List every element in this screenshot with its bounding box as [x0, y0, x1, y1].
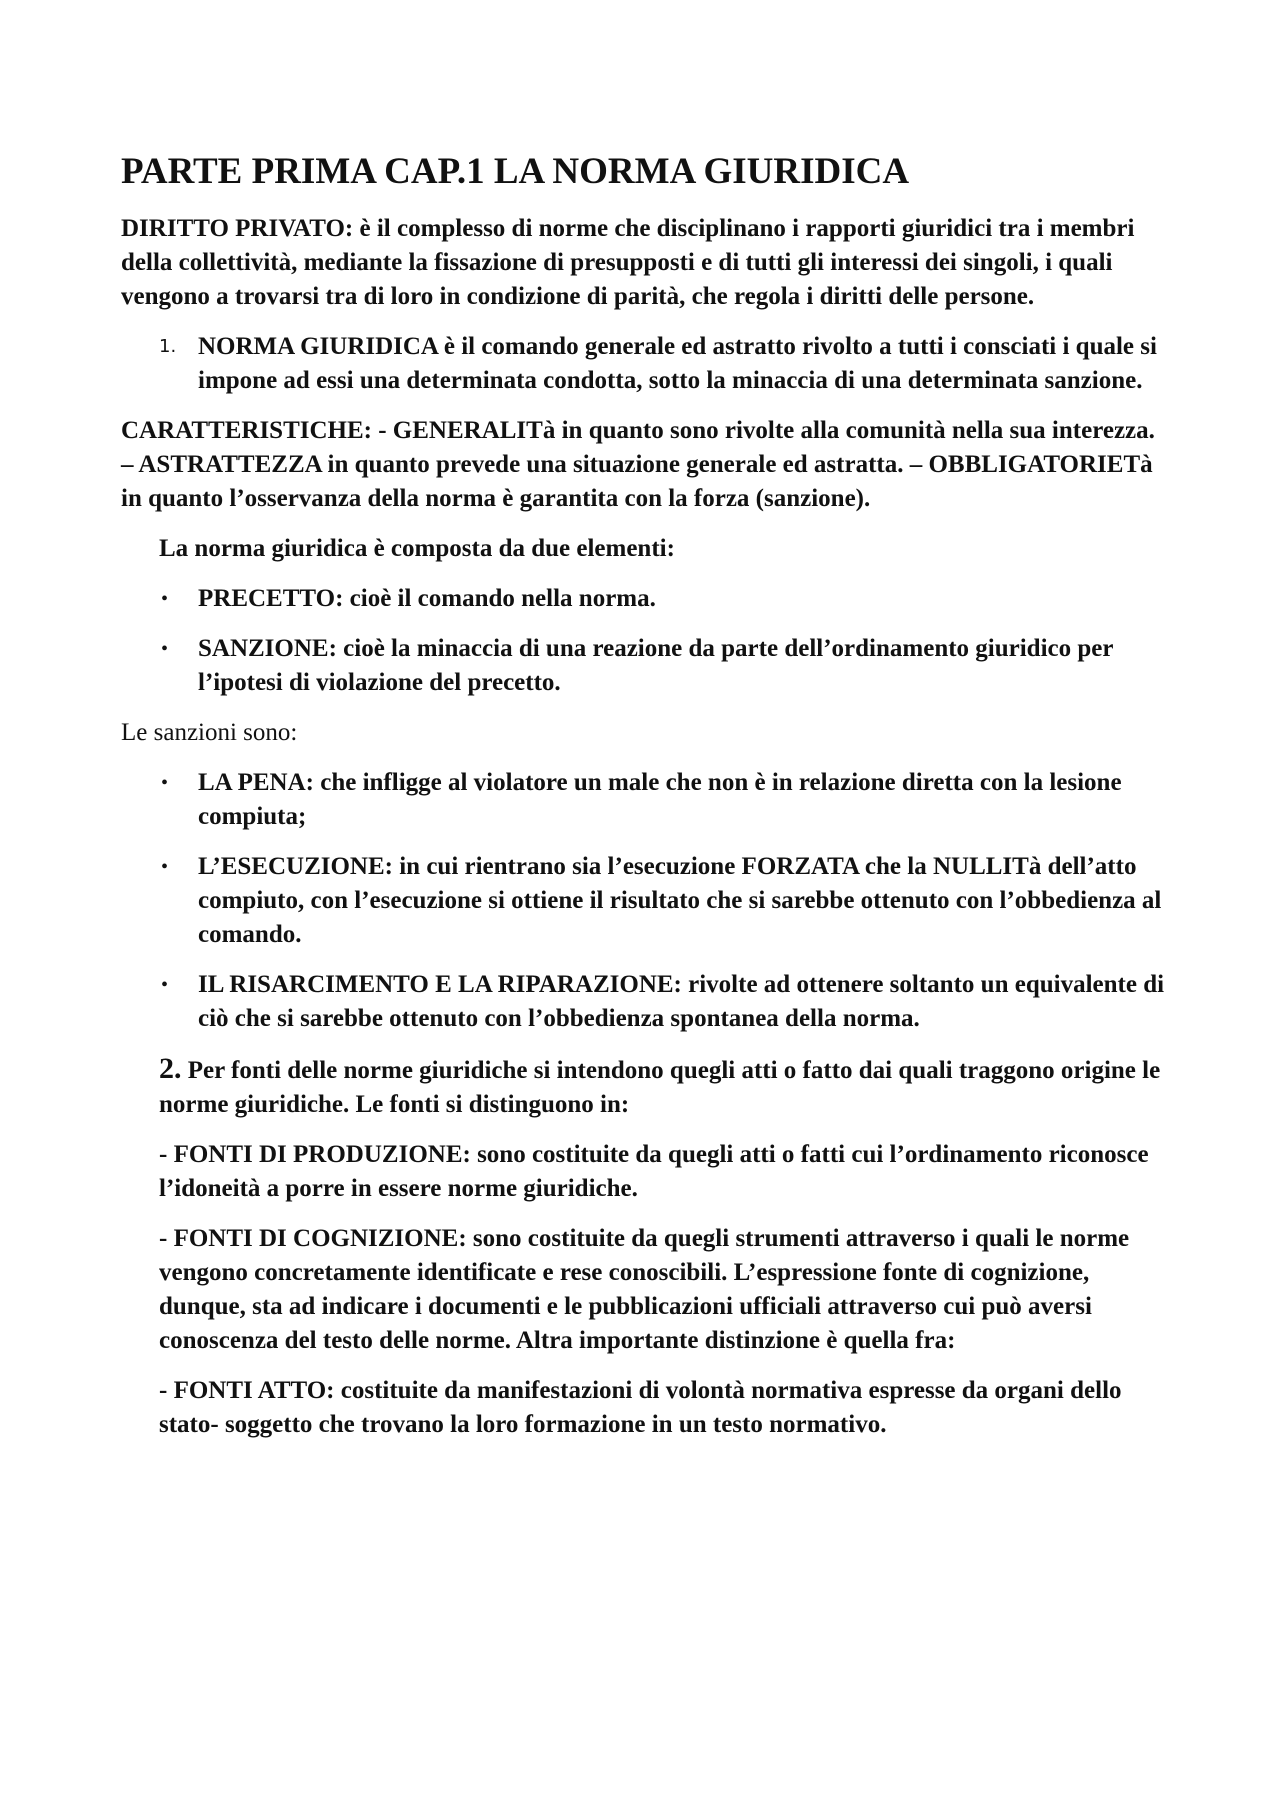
document-body	[121, 150, 1171, 1458]
bullet-icon: •	[161, 974, 169, 996]
sanzioni-heading: Le sanzioni sono:	[121, 719, 298, 746]
list-item	[121, 766, 1171, 834]
numbered-item-text: NORMA GIURIDICA è il comando generale ed astratto rivolto a tutti i consciati i quale si impone ad essi una determinata condotta, sotto la minaccia di una determinata sanzione.	[198, 333, 1157, 394]
list-item	[121, 968, 1171, 1036]
intro-paragraph: DIRITTO PRIVATO: è il complesso di norme che disciplinano i rapporti giuridici tra i membri della collettività, mediante la fissazione di presupposti e di tutti gli interessi dei singoli, i quali vengono a trovarsi tra di loro in condizione di parità, che regola i diritti delle persone.	[121, 215, 1135, 310]
fonti-atto-paragraph: - FONTI ATTO: costituite da manifestazioni di volontà normativa espresse da organi dello stato- soggetto che trovano la loro formazione in un testo normativo.	[159, 1377, 1122, 1438]
list-item-text: IL RISARCIMENTO E LA RIPARAZIONE: rivolte ad ottenere soltanto un equivalente di ciò che si sarebbe ottenuto con l’obbedienza spontanea della norma.	[198, 971, 1165, 1032]
bullet-icon: •	[161, 638, 169, 660]
bullet-icon: •	[161, 772, 169, 794]
page-title: PARTE PRIMA CAP.1 LA NORMA GIURIDICA	[121, 151, 910, 192]
composta-paragraph: La norma giuridica è composta da due elementi:	[159, 535, 675, 562]
fonti-produzione-paragraph: - FONTI DI PRODUZIONE: sono costituite da quegli atti o fatti cui l’ordinamento riconosce l’idoneità a porre in essere norme giuridiche.	[159, 1141, 1149, 1202]
list-item	[121, 582, 1171, 616]
list-item-text: LA PENA: che infligge al violatore un male che non è in relazione diretta con la lesione compiuta;	[198, 769, 1122, 830]
list-item	[121, 632, 1171, 700]
caratteristiche-paragraph: CARATTERISTICHE: - GENERALITà in quanto sono rivolte alla comunità nella sua interezza. – ASTRATTEZZA in quanto prevede una situazione generale ed astratta. – OBBLIGATORIETà in quanto l’osservanza della norma è garantita con la forza (sanzione).	[121, 417, 1155, 512]
numbered-item-1	[121, 330, 1171, 398]
fonti-cognizione-paragraph: - FONTI DI COGNIZIONE: sono costituite da quegli strumenti attraverso i quali le norme vengono concretamente identificate e rese conoscibili. L’espressione fonte di cognizione, dunque, sta ad indicare i documenti e le pubblicazioni ufficiali attraverso cui può aversi conoscenza del testo delle norme. Altra importante distinzione è quella fra:	[159, 1225, 1130, 1354]
section-number: 2.	[159, 1052, 182, 1085]
bullet-icon: •	[161, 588, 169, 610]
list-number: 1.	[159, 336, 177, 357]
section-2-text: Per fonti delle norme giuridiche si intendono quegli atti o fatto dai quali traggono origine le norme giuridiche. Le fonti si distinguono in:	[159, 1057, 1161, 1118]
list-item	[121, 850, 1171, 952]
list-item-text: L’ESECUZIONE: in cui rientrano sia l’esecuzione FORZATA che la NULLITà dell’atto compiuto, con l’esecuzione si ottiene il risultato che si sarebbe ottenuto con l’obbedienza al comando.	[198, 853, 1162, 948]
list-item-text: SANZIONE: cioè la minaccia di una reazione da parte dell’ordinamento giuridico per l’ipotesi di violazione del precetto.	[198, 635, 1114, 696]
section-2-paragraph	[121, 1052, 1171, 1122]
list-item-text: PRECETTO: cioè il comando nella norma.	[198, 585, 656, 612]
bullet-icon: •	[161, 856, 169, 878]
